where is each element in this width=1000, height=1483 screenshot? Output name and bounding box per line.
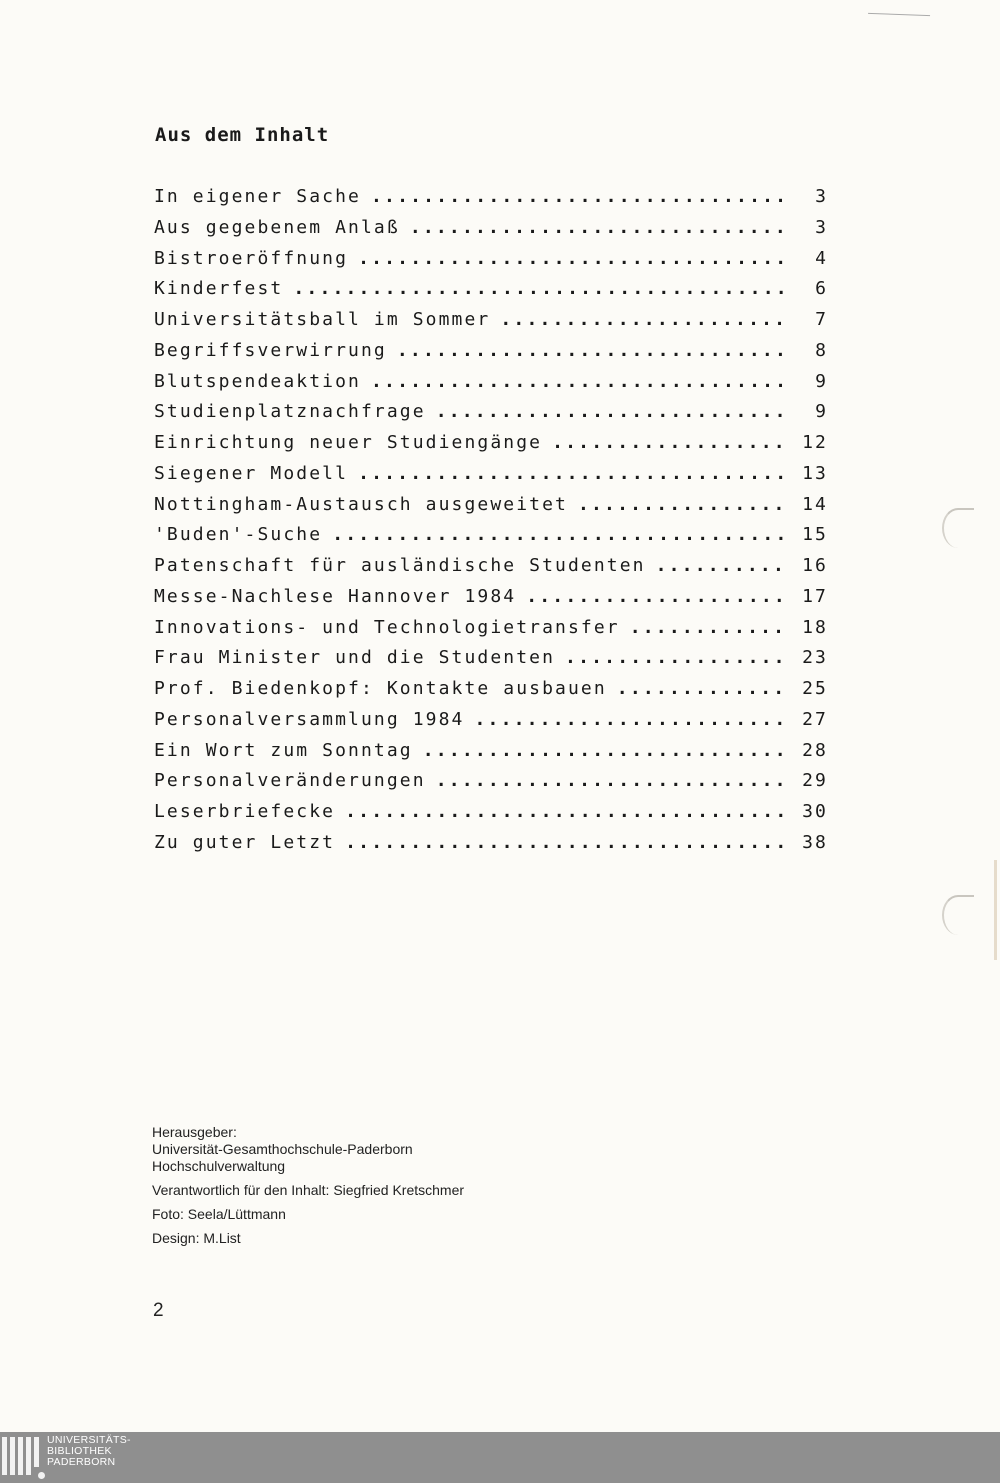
toc-entry-page: 7: [815, 309, 828, 330]
toc-entry-page: 4: [815, 247, 828, 269]
toc-entry-title: Blutspendeaktion: [154, 370, 361, 392]
toc-dot-leader: [656, 555, 788, 576]
imprint-photo: Foto: Seela/Lüttmann: [152, 1206, 286, 1222]
toc-entry-page: 30: [802, 801, 828, 822]
toc-dot-leader: [475, 709, 789, 730]
toc-entry-page: 14: [802, 493, 828, 515]
imprint-responsible: Verantwortlich für den Inhalt: Siegfried Kretschmer: [152, 1182, 465, 1198]
toc-dot-leader: [630, 617, 788, 638]
toc-entry-page: 12: [802, 432, 828, 453]
library-name-line1: UNIVERSITÄTS-: [47, 1434, 131, 1446]
toc-entry: [154, 770, 828, 801]
imprint-publisher-line1: Universität-Gesamthochschule-Paderborn: [152, 1141, 413, 1157]
toc-entry: [154, 678, 828, 709]
toc-entry: [154, 709, 828, 740]
toc-dot-leader: [332, 524, 788, 545]
toc-entry-title: Prof. Biedenkopf: Kontakte ausbauen: [154, 678, 607, 699]
toc-entry: [154, 617, 828, 648]
toc-entry-title: Personalveränderungen: [154, 770, 426, 792]
table-of-contents: [154, 186, 828, 863]
toc-entry-title: Nottingham-Austausch ausgeweitet: [154, 493, 568, 515]
toc-entry-page: 6: [815, 278, 828, 300]
toc-dot-leader: [397, 340, 788, 361]
toc-dot-leader: [345, 801, 788, 822]
toc-entry-title: Ein Wort zum Sonntag: [154, 739, 413, 761]
toc-entry-page: 3: [815, 216, 828, 238]
toc-entry: [154, 432, 828, 463]
toc-dot-leader: [371, 371, 788, 392]
toc-entry-page: 27: [802, 708, 828, 730]
toc-entry-page: 8: [815, 339, 828, 361]
toc-entry: [154, 186, 828, 217]
toc-dot-leader: [500, 309, 788, 330]
toc-dot-leader: [552, 432, 788, 453]
toc-entry: [154, 278, 828, 309]
toc-entry-title: Aus gegebenem Anlaß: [154, 216, 400, 238]
toc-entry-title: Einrichtung neuer Studiengänge: [154, 432, 543, 453]
toc-entry: [154, 801, 828, 832]
toc-entry-page: 9: [815, 401, 828, 423]
punch-hole-icon: [942, 508, 974, 548]
library-name-line3: PADERBORN: [47, 1456, 116, 1468]
imprint-publisher-line2: Hochschulverwaltung: [152, 1158, 286, 1174]
toc-entry-page: 13: [802, 462, 828, 484]
toc-entry: [154, 217, 828, 248]
toc-entry: [154, 586, 828, 617]
library-name: [47, 1435, 131, 1468]
library-footer: [0, 1432, 1000, 1483]
toc-dot-leader: [423, 740, 788, 761]
toc-title: Aus dem Inhalt: [155, 124, 330, 146]
page-number: 2: [153, 1300, 164, 1321]
toc-entry-title: Studienplatznachfrage: [154, 401, 426, 423]
toc-entry: [154, 309, 828, 340]
toc-entry-page: 15: [802, 524, 828, 546]
toc-entry-page: 3: [815, 186, 828, 207]
toc-entry-page: 28: [802, 739, 828, 761]
toc-dot-leader: [293, 278, 788, 299]
pencil-mark: [868, 13, 930, 19]
toc-dot-leader: [345, 832, 788, 853]
toc-entry-title: Begriffsverwirrung: [154, 339, 387, 361]
toc-dot-leader: [565, 647, 788, 668]
toc-entry-page: 25: [802, 678, 828, 699]
toc-entry-title: Personalversammlung 1984: [154, 708, 465, 730]
toc-entry-title: Frau Minister und die Studenten: [154, 647, 556, 669]
toc-entry-title: In eigener Sache: [154, 186, 361, 207]
toc-entry-title: Messe-Nachlese Hannover 1984: [154, 585, 517, 607]
toc-entry-title: Zu guter Letzt: [154, 831, 336, 853]
toc-entry-title: Innovations- und Technologietransfer: [154, 616, 620, 638]
library-name-line2: BIBLIOTHEK: [47, 1445, 112, 1457]
toc-entry-title: Siegener Modell: [154, 462, 349, 484]
toc-entry: [154, 740, 828, 771]
toc-entry: [154, 555, 828, 586]
punch-hole-icon: [942, 895, 974, 935]
toc-entry-title: Universitätsball im Sommer: [154, 309, 491, 330]
toc-entry-page: 17: [802, 585, 828, 607]
toc-entry-title: Bistroeröffnung: [154, 247, 349, 269]
toc-entry: [154, 248, 828, 279]
toc-entry-page: 18: [802, 616, 828, 638]
toc-entry-title: Leserbriefecke: [154, 801, 336, 822]
toc-dot-leader: [617, 678, 788, 699]
toc-entry-title: Patenschaft für ausländische Studenten: [154, 555, 646, 576]
toc-entry-title: Kinderfest: [154, 278, 284, 300]
toc-entry: [154, 647, 828, 678]
imprint: [152, 1124, 464, 1247]
toc-dot-leader: [436, 770, 788, 791]
toc-entry-page: 29: [802, 770, 828, 792]
toc-dot-leader: [410, 217, 788, 238]
toc-entry: [154, 340, 828, 371]
toc-entry: [154, 371, 828, 402]
toc-dot-leader: [358, 248, 788, 269]
toc-entry: [154, 494, 828, 525]
imprint-design: Design: M.List: [152, 1230, 241, 1246]
toc-dot-leader: [371, 186, 788, 207]
toc-entry: [154, 463, 828, 494]
toc-dot-leader: [436, 401, 788, 422]
toc-entry: [154, 524, 828, 555]
toc-entry-page: 9: [815, 370, 828, 392]
toc-entry-page: 16: [802, 555, 828, 576]
library-logo-icon: [2, 1437, 39, 1475]
toc-entry-page: 38: [802, 831, 828, 853]
imprint-publisher-label: Herausgeber:: [152, 1124, 237, 1140]
toc-entry: [154, 401, 828, 432]
toc-entry-title: 'Buden'-Suche: [154, 524, 323, 546]
toc-dot-leader: [358, 463, 788, 484]
paper-edge: [994, 860, 997, 960]
toc-dot-leader: [578, 494, 788, 515]
toc-dot-leader: [526, 586, 788, 607]
toc-entry-page: 23: [802, 647, 828, 669]
toc-entry: [154, 832, 828, 863]
library-logo: [2, 1435, 131, 1475]
